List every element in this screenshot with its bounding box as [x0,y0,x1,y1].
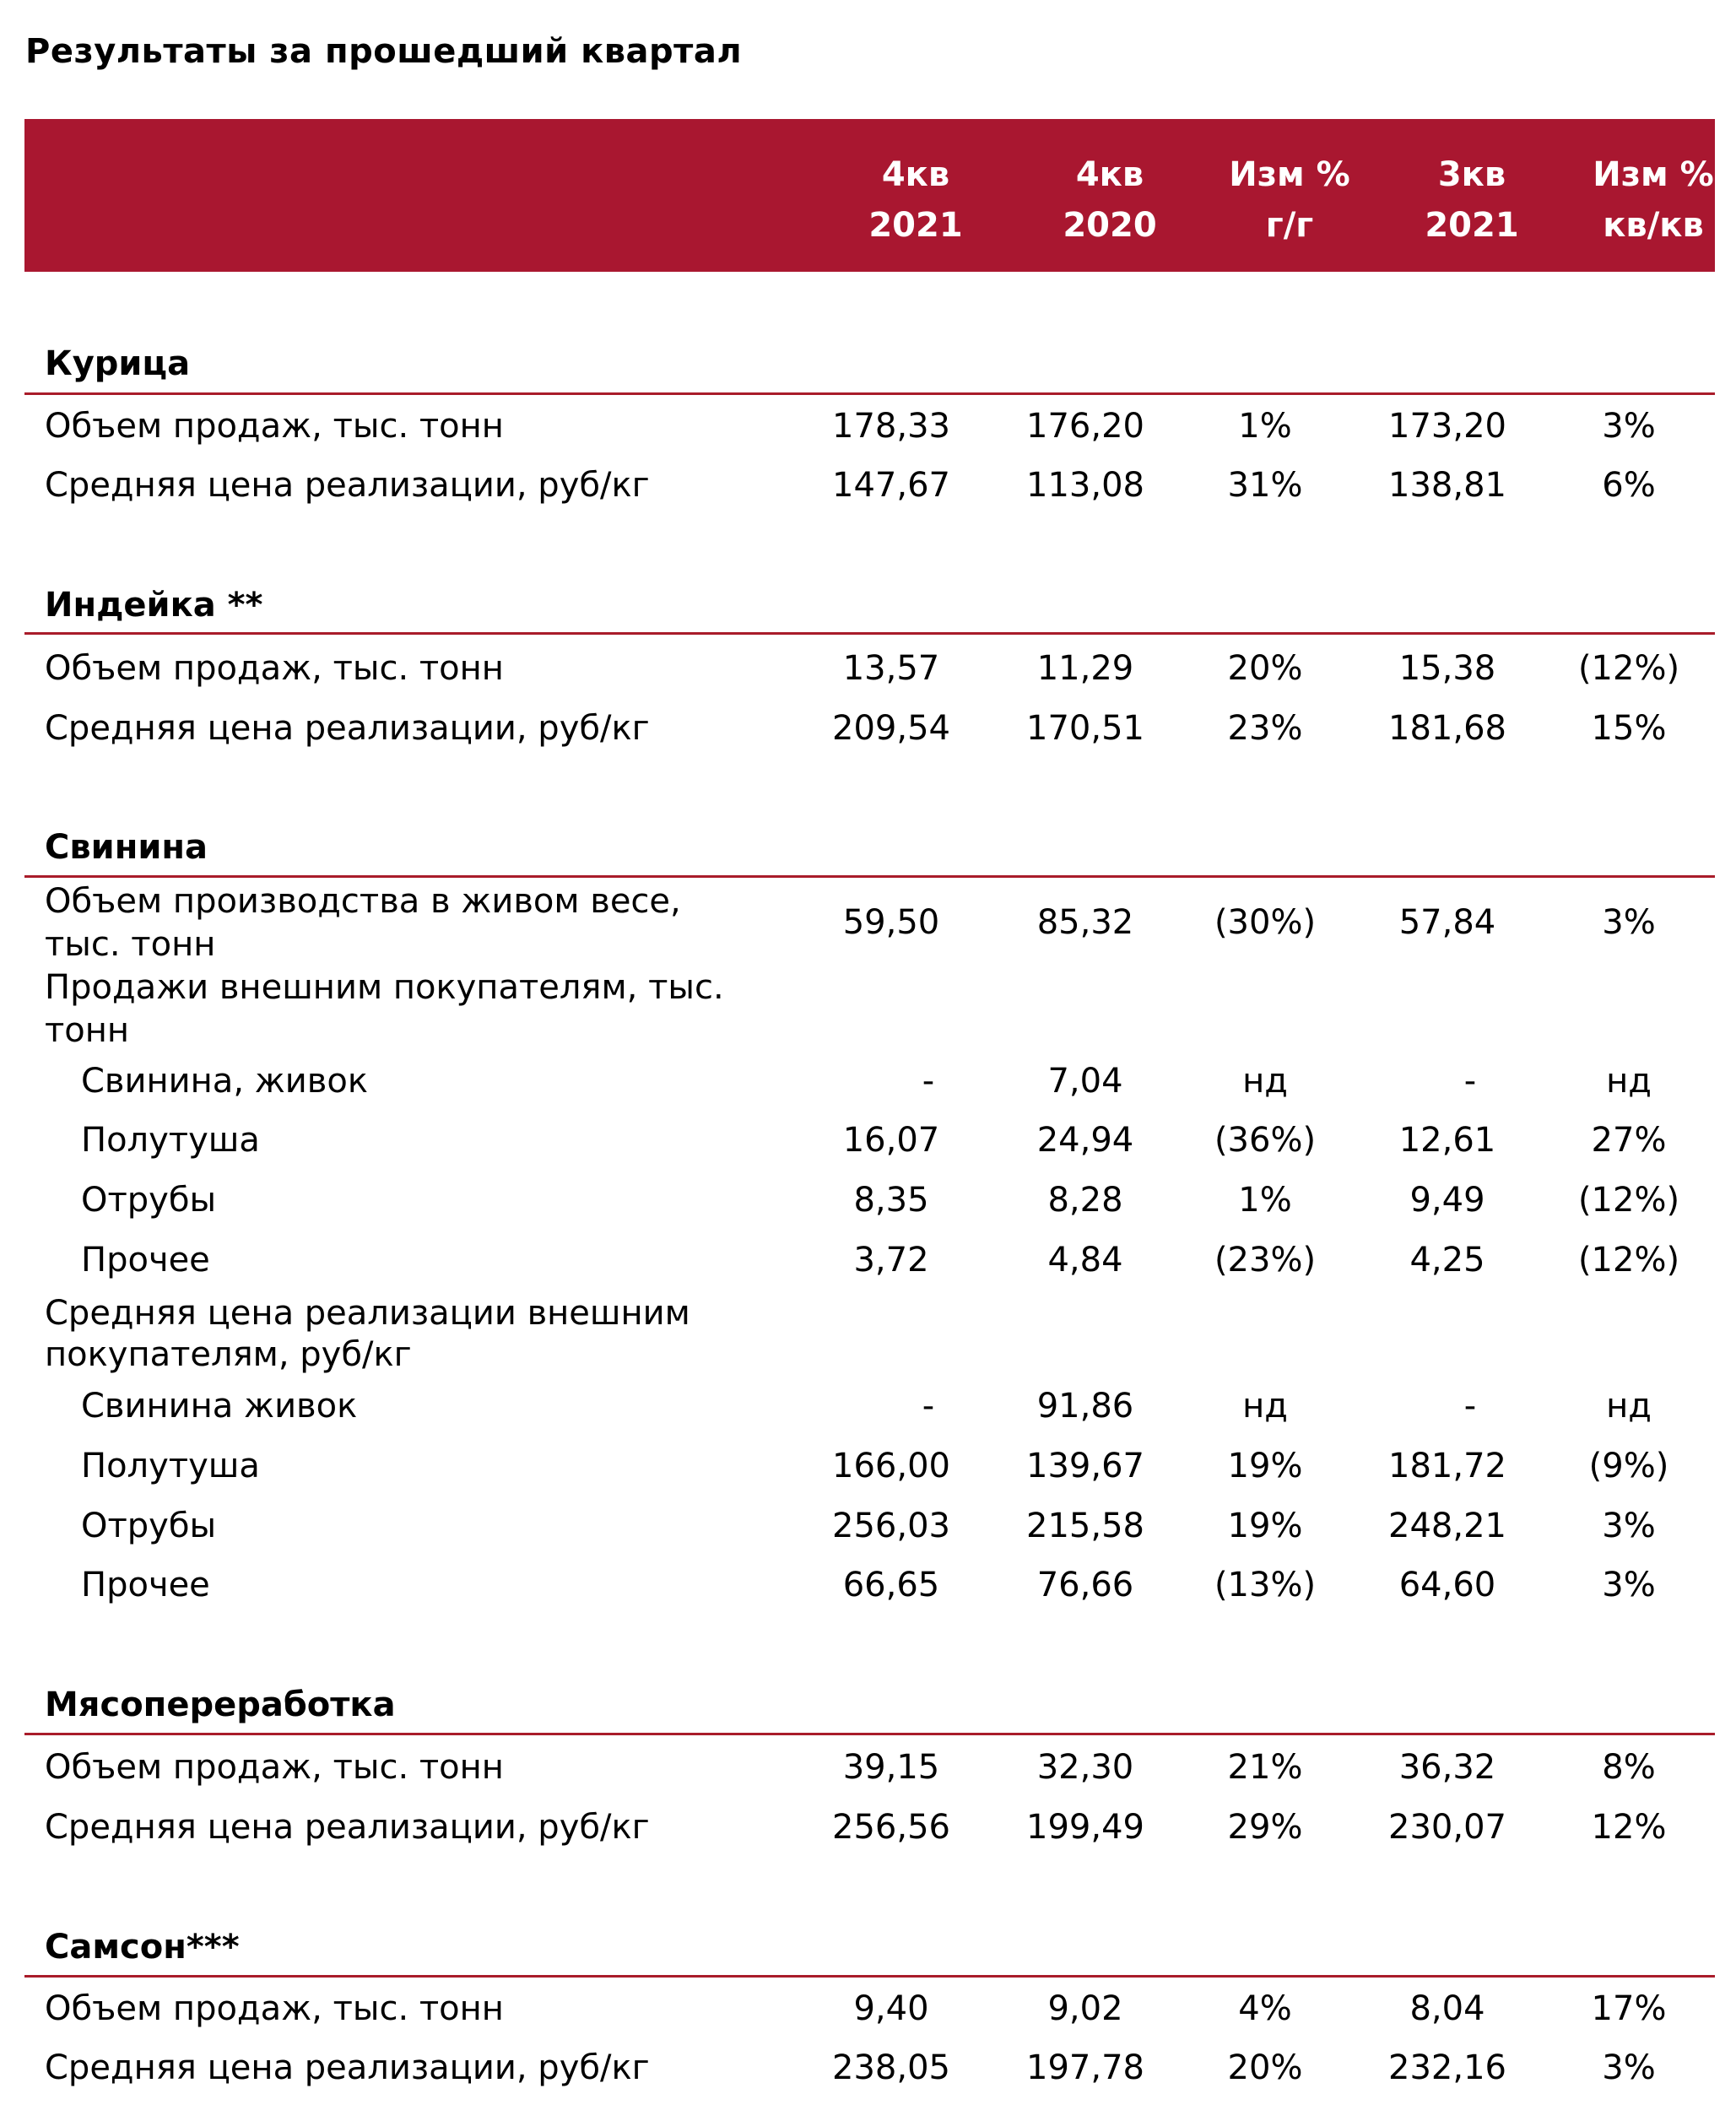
row-label: Средняя цена реализации, руб/кг [45,2048,650,2087]
column-header-line: 4кв [1075,155,1144,194]
value-4q-2020: 4,84 [1047,1241,1123,1280]
value-qoq-change: 3% [1602,407,1656,446]
value-yoy-change: 23% [1227,709,1303,748]
value-4q-2020: 199,49 [1026,1808,1144,1847]
row-label: Средняя цена реализации, руб/кг [45,466,650,505]
value-4q-2020: 11,29 [1036,649,1134,688]
value-yoy-change: 19% [1227,1507,1303,1545]
row-label: Свинина, живок [81,1062,368,1101]
value-3q-2021: 248,21 [1388,1507,1506,1545]
value-yoy-change: (13%) [1214,1566,1317,1604]
column-header-4q-2020 [1017,149,1203,251]
value-3q-2021: 64,60 [1398,1566,1496,1604]
section-title-meat-processing: Мясопереработка [45,1685,396,1724]
value-yoy-change: (36%) [1214,1121,1317,1160]
section-divider [24,392,1715,395]
value-4q-2020: 76,66 [1036,1566,1134,1604]
table-header [24,119,1715,272]
column-header-line: 2021 [868,206,963,245]
subheading-external-price: Средняя цена реализации внешним [45,1294,690,1333]
value-4q-2021: 59,50 [842,903,940,942]
value-4q-2021: 147,67 [832,466,950,505]
value-yoy-change: 20% [1227,2048,1303,2087]
column-header-line: г/г [1265,206,1314,245]
value-qoq-change: 6% [1602,466,1656,505]
value-qoq-change: 8% [1602,1748,1656,1787]
section-divider [24,1975,1715,1978]
value-4q-2020: 139,67 [1026,1447,1144,1485]
value-yoy-change: нд [1242,1062,1288,1101]
value-4q-2020: 32,30 [1036,1748,1134,1787]
value-qoq-change: (12%) [1577,649,1680,688]
row-label: Полутуша [81,1447,260,1485]
section-divider [24,875,1715,878]
value-4q-2021: 256,03 [832,1507,950,1545]
section-title-samson: Самсон*** [45,1928,240,1967]
value-4q-2021: 3,72 [853,1241,929,1280]
value-4q-2021: 238,05 [832,2048,950,2087]
value-4q-2021: 166,00 [832,1447,950,1485]
value-4q-2020: 91,86 [1036,1387,1134,1426]
value-4q-2020: 7,04 [1047,1062,1123,1101]
section-divider [24,632,1715,635]
value-3q-2021: 173,20 [1388,407,1506,446]
row-label: Объем продаж, тыс. тонн [45,1748,504,1787]
column-header-qoq-change [1560,149,1736,251]
value-3q-2021: 181,72 [1388,1447,1506,1485]
value-4q-2021: 13,57 [842,649,940,688]
value-3q-2021: 4,25 [1409,1241,1485,1280]
value-3q-2021: 230,07 [1388,1808,1506,1847]
column-header-line: Изм % [1229,155,1350,194]
value-3q-2021: 181,68 [1388,709,1506,748]
value-yoy-change: нд [1242,1387,1288,1426]
column-header-yoy-change [1197,149,1382,251]
value-qoq-change: (9%) [1588,1447,1669,1485]
value-qoq-change: (12%) [1577,1241,1680,1280]
value-4q-2020: 176,20 [1026,407,1144,446]
column-header-4q-2021 [823,149,1009,251]
row-label: Полутуша [81,1121,260,1160]
section-title-pork: Свинина [45,828,208,867]
value-4q-2021: - [922,1387,935,1426]
column-header-3q-2021 [1379,149,1565,251]
row-label: Прочее [81,1241,210,1280]
column-header-line: кв/кв [1603,206,1704,245]
subheading-external-sales: Продажи внешним покупателям, тыс. [45,968,724,1007]
value-yoy-change: (23%) [1214,1241,1317,1280]
subheading-external-price: покупателям, руб/кг [45,1335,412,1374]
value-3q-2021: 15,38 [1398,649,1496,688]
value-4q-2020: 85,32 [1036,903,1134,942]
section-divider [24,1733,1715,1735]
row-label: Объем продаж, тыс. тонн [45,649,504,688]
value-qoq-change: (12%) [1577,1181,1680,1220]
value-yoy-change: 31% [1227,466,1303,505]
value-3q-2021: 36,32 [1398,1748,1496,1787]
value-qoq-change: 17% [1591,1989,1667,2028]
row-label: Отрубы [81,1181,217,1220]
value-qoq-change: 3% [1602,1566,1656,1604]
value-4q-2021: 8,35 [853,1181,929,1220]
value-4q-2020: 215,58 [1026,1507,1144,1545]
value-3q-2021: 232,16 [1388,2048,1506,2087]
value-yoy-change: 20% [1227,649,1303,688]
value-3q-2021: 8,04 [1409,1989,1485,2028]
column-header-line: 2020 [1063,206,1157,245]
value-yoy-change: 1% [1238,407,1292,446]
row-label: Отрубы [81,1507,217,1545]
value-4q-2020: 113,08 [1026,466,1144,505]
value-4q-2021: - [922,1062,935,1101]
row-label: тыс. тонн [45,925,216,964]
value-yoy-change: 19% [1227,1447,1303,1485]
value-3q-2021: - [1463,1062,1477,1101]
column-header-line: 2021 [1425,206,1519,245]
row-label: Средняя цена реализации, руб/кг [45,709,650,748]
row-label: Свинина живок [81,1387,358,1426]
value-yoy-change: 29% [1227,1808,1303,1847]
value-qoq-change: 15% [1591,709,1667,748]
value-yoy-change: 1% [1238,1181,1292,1220]
value-qoq-change: 27% [1591,1121,1667,1160]
value-4q-2020: 9,02 [1047,1989,1123,2028]
value-qoq-change: 12% [1591,1808,1667,1847]
value-4q-2021: 178,33 [832,407,950,446]
row-label: Объем продаж, тыс. тонн [45,1989,504,2028]
value-4q-2020: 197,78 [1026,2048,1144,2087]
value-3q-2021: 9,49 [1409,1181,1485,1220]
value-4q-2020: 24,94 [1036,1121,1134,1160]
value-4q-2021: 39,15 [842,1748,940,1787]
value-3q-2021: 138,81 [1388,466,1506,505]
value-4q-2021: 16,07 [842,1121,940,1160]
value-yoy-change: (30%) [1214,903,1317,942]
value-qoq-change: 3% [1602,903,1656,942]
column-header-line: Изм % [1593,155,1714,194]
value-qoq-change: нд [1606,1387,1652,1426]
section-title-chicken: Курица [45,344,191,383]
value-4q-2020: 170,51 [1026,709,1144,748]
row-label: Средняя цена реализации, руб/кг [45,1808,650,1847]
value-yoy-change: 21% [1227,1748,1303,1787]
page-title: Результаты за прошедший квартал [25,32,743,71]
row-label: Объем производства в живом весе, [45,882,681,921]
value-4q-2020: 8,28 [1047,1181,1123,1220]
column-header-line: 3кв [1437,155,1506,194]
value-qoq-change: нд [1606,1062,1652,1101]
subheading-external-sales: тонн [45,1011,130,1050]
value-3q-2021: 57,84 [1398,903,1496,942]
value-4q-2021: 9,40 [853,1989,929,2028]
value-4q-2021: 256,56 [832,1808,950,1847]
section-title-turkey: Индейка ** [45,586,263,625]
row-label: Объем продаж, тыс. тонн [45,407,504,446]
value-qoq-change: 3% [1602,2048,1656,2087]
value-yoy-change: 4% [1238,1989,1292,2028]
row-label: Прочее [81,1566,210,1604]
value-4q-2021: 66,65 [842,1566,940,1604]
value-3q-2021: - [1463,1387,1477,1426]
value-4q-2021: 209,54 [832,709,950,748]
column-header-line: 4кв [881,155,950,194]
value-3q-2021: 12,61 [1398,1121,1496,1160]
value-qoq-change: 3% [1602,1507,1656,1545]
